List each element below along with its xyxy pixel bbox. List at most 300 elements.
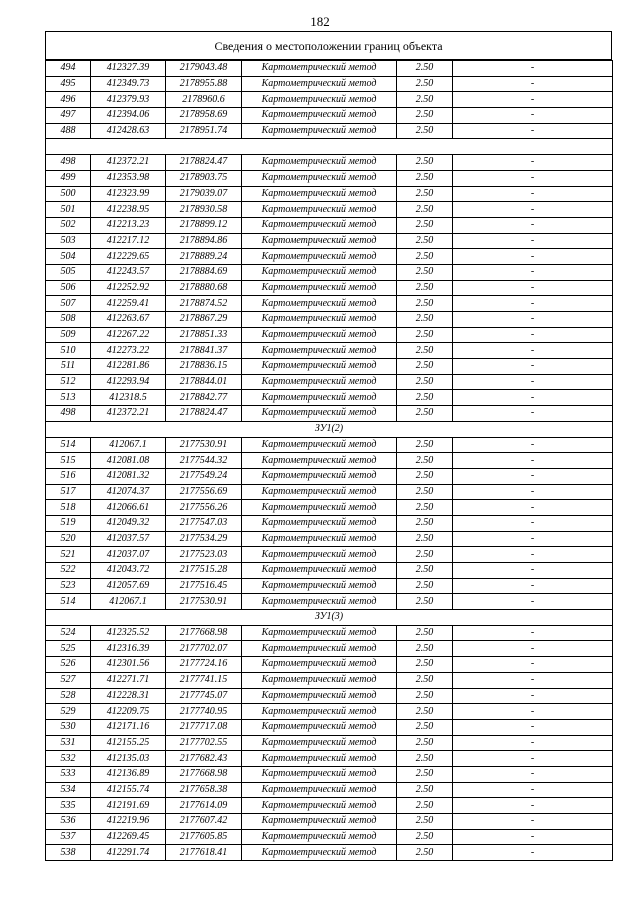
coord-x-cell: 412219.96 (91, 814, 166, 830)
method-cell: Картометрический метод (242, 155, 397, 171)
description-cell: - (453, 484, 613, 500)
table-row (46, 217, 613, 233)
table-row (46, 61, 613, 77)
accuracy-cell: 2.50 (397, 92, 453, 108)
accuracy-cell: 2.50 (397, 155, 453, 171)
description-cell: - (453, 829, 613, 845)
method-cell: Картометрический метод (242, 829, 397, 845)
description-cell: - (453, 719, 613, 735)
point-number-cell: 536 (46, 814, 91, 830)
coord-y-cell: 2178930.58 (166, 202, 242, 218)
method-cell: Картометрический метод (242, 359, 397, 375)
coord-x-cell: 412238.95 (91, 202, 166, 218)
coord-x-cell: 412379.93 (91, 92, 166, 108)
accuracy-cell: 2.50 (397, 186, 453, 202)
coord-x-cell: 412281.86 (91, 359, 166, 375)
coord-y-cell: 2177724.16 (166, 657, 242, 673)
method-cell: Картометрический метод (242, 782, 397, 798)
accuracy-cell: 2.50 (397, 453, 453, 469)
coord-x-cell: 412228.31 (91, 688, 166, 704)
method-cell: Картометрический метод (242, 217, 397, 233)
table-row (46, 327, 613, 343)
table-row (46, 406, 613, 422)
description-cell: - (453, 296, 613, 312)
accuracy-cell: 2.50 (397, 170, 453, 186)
coord-y-cell: 2177682.43 (166, 751, 242, 767)
method-cell: Картометрический метод (242, 500, 397, 516)
table-row (46, 390, 613, 406)
description-cell: - (453, 563, 613, 579)
coord-x-cell: 412273.22 (91, 343, 166, 359)
method-cell: Картометрический метод (242, 264, 397, 280)
table-row (46, 688, 613, 704)
coord-x-cell: 412263.67 (91, 312, 166, 328)
method-cell: Картометрический метод (242, 594, 397, 610)
point-number-cell: 501 (46, 202, 91, 218)
coord-x-cell: 412049.32 (91, 515, 166, 531)
coord-y-cell: 2177740.95 (166, 704, 242, 720)
coord-y-cell: 2179039.07 (166, 186, 242, 202)
point-number-cell: 508 (46, 312, 91, 328)
accuracy-cell: 2.50 (397, 249, 453, 265)
coord-x-cell: 412066.61 (91, 500, 166, 516)
table-row (46, 233, 613, 249)
coord-y-cell: 2177556.69 (166, 484, 242, 500)
coord-y-cell: 2177515.28 (166, 563, 242, 579)
description-cell: - (453, 76, 613, 92)
coord-x-cell: 412394.06 (91, 108, 166, 124)
point-number-cell: 507 (46, 296, 91, 312)
accuracy-cell: 2.50 (397, 845, 453, 861)
method-cell: Картометрический метод (242, 170, 397, 186)
table-row (46, 814, 613, 830)
coord-x-cell: 412067.1 (91, 594, 166, 610)
method-cell: Картометрический метод (242, 327, 397, 343)
description-cell: - (453, 202, 613, 218)
description-cell: - (453, 264, 613, 280)
description-cell: - (453, 312, 613, 328)
table-row (46, 563, 613, 579)
accuracy-cell: 2.50 (397, 782, 453, 798)
accuracy-cell: 2.50 (397, 264, 453, 280)
point-number-cell: 532 (46, 751, 91, 767)
coord-y-cell: 2178958.69 (166, 108, 242, 124)
coord-y-cell: 2177702.55 (166, 735, 242, 751)
point-number-cell: 499 (46, 170, 91, 186)
coord-y-cell: 2178824.47 (166, 155, 242, 171)
accuracy-cell: 2.50 (397, 76, 453, 92)
coord-x-cell: 412081.08 (91, 453, 166, 469)
method-cell: Картометрический метод (242, 233, 397, 249)
table-row (46, 735, 613, 751)
method-cell: Картометрический метод (242, 468, 397, 484)
accuracy-cell: 2.50 (397, 547, 453, 563)
table-row (46, 123, 613, 139)
description-cell: - (453, 657, 613, 673)
coord-y-cell: 2178903.75 (166, 170, 242, 186)
table-row (46, 92, 613, 108)
coord-y-cell: 2177741.15 (166, 672, 242, 688)
description-cell: - (453, 641, 613, 657)
accuracy-cell: 2.50 (397, 202, 453, 218)
method-cell: Картометрический метод (242, 186, 397, 202)
description-cell: - (453, 688, 613, 704)
coord-x-cell: 412293.94 (91, 374, 166, 390)
coord-x-cell: 412213.23 (91, 217, 166, 233)
coord-x-cell: 412291.74 (91, 845, 166, 861)
method-cell: Картометрический метод (242, 704, 397, 720)
table-row (46, 280, 613, 296)
coord-y-cell: 2178880.68 (166, 280, 242, 296)
description-cell: - (453, 92, 613, 108)
coord-y-cell: 2178836.15 (166, 359, 242, 375)
accuracy-cell: 2.50 (397, 312, 453, 328)
coord-x-cell: 412372.21 (91, 406, 166, 422)
coord-y-cell: 2178824.47 (166, 406, 242, 422)
coord-x-cell: 412057.69 (91, 578, 166, 594)
accuracy-cell: 2.50 (397, 61, 453, 77)
point-number-cell: 526 (46, 657, 91, 673)
coord-x-cell: 412323.99 (91, 186, 166, 202)
table-row (46, 751, 613, 767)
description-cell: - (453, 782, 613, 798)
table-row (46, 782, 613, 798)
coord-x-cell: 412136.89 (91, 766, 166, 782)
coord-x-cell: 412301.56 (91, 657, 166, 673)
table-row (46, 264, 613, 280)
coord-x-cell: 412243.57 (91, 264, 166, 280)
coord-y-cell: 2177717.08 (166, 719, 242, 735)
accuracy-cell: 2.50 (397, 751, 453, 767)
accuracy-cell: 2.50 (397, 766, 453, 782)
description-cell: - (453, 390, 613, 406)
point-number-cell: 515 (46, 453, 91, 469)
method-cell: Картометрический метод (242, 766, 397, 782)
description-cell: - (453, 170, 613, 186)
coord-x-cell: 412252.92 (91, 280, 166, 296)
coord-y-cell: 2178844.01 (166, 374, 242, 390)
accuracy-cell: 2.50 (397, 672, 453, 688)
method-cell: Картометрический метод (242, 672, 397, 688)
table-row (46, 719, 613, 735)
description-cell: - (453, 672, 613, 688)
point-number-cell: 509 (46, 327, 91, 343)
point-number-cell: 529 (46, 704, 91, 720)
accuracy-cell: 2.50 (397, 437, 453, 453)
group-row (46, 610, 613, 626)
table-row (46, 468, 613, 484)
method-cell: Картометрический метод (242, 719, 397, 735)
accuracy-cell: 2.50 (397, 327, 453, 343)
point-number-cell: 534 (46, 782, 91, 798)
table-row (46, 704, 613, 720)
description-cell: - (453, 594, 613, 610)
accuracy-cell: 2.50 (397, 625, 453, 641)
description-cell: - (453, 845, 613, 861)
method-cell: Картометрический метод (242, 123, 397, 139)
accuracy-cell: 2.50 (397, 578, 453, 594)
accuracy-cell: 2.50 (397, 688, 453, 704)
table-heading: Сведения о местоположении границ объекта (45, 31, 612, 60)
point-number-cell: 513 (46, 390, 91, 406)
coord-y-cell: 2177530.91 (166, 594, 242, 610)
point-number-cell: 495 (46, 76, 91, 92)
description-cell: - (453, 500, 613, 516)
coord-y-cell: 2177530.91 (166, 437, 242, 453)
point-number-cell: 502 (46, 217, 91, 233)
coord-x-cell: 412037.07 (91, 547, 166, 563)
method-cell: Картометрический метод (242, 76, 397, 92)
description-cell: - (453, 531, 613, 547)
description-cell: - (453, 217, 613, 233)
table-row (46, 343, 613, 359)
method-cell: Картометрический метод (242, 845, 397, 861)
description-cell: - (453, 704, 613, 720)
point-number-cell: 503 (46, 233, 91, 249)
coord-x-cell: 412269.45 (91, 829, 166, 845)
coord-y-cell: 2178842.77 (166, 390, 242, 406)
description-cell: - (453, 468, 613, 484)
description-cell: - (453, 735, 613, 751)
description-cell: - (453, 359, 613, 375)
coord-x-cell: 412327.39 (91, 61, 166, 77)
point-number-cell: 531 (46, 735, 91, 751)
accuracy-cell: 2.50 (397, 814, 453, 830)
method-cell: Картометрический метод (242, 657, 397, 673)
method-cell: Картометрический метод (242, 578, 397, 594)
group-row (46, 421, 613, 437)
method-cell: Картометрический метод (242, 515, 397, 531)
coord-y-cell: 2177547.03 (166, 515, 242, 531)
coord-y-cell: 2177668.98 (166, 625, 242, 641)
table-row (46, 484, 613, 500)
table-row (46, 437, 613, 453)
description-cell: - (453, 406, 613, 422)
table-row (46, 547, 613, 563)
point-number-cell: 511 (46, 359, 91, 375)
coord-x-cell: 412135.03 (91, 751, 166, 767)
table-row (46, 798, 613, 814)
description-cell: - (453, 233, 613, 249)
description-cell: - (453, 374, 613, 390)
point-number-cell: 518 (46, 500, 91, 516)
coord-x-cell: 412191.69 (91, 798, 166, 814)
coord-x-cell: 412271.71 (91, 672, 166, 688)
coord-y-cell: 2177702.07 (166, 641, 242, 657)
table-row (46, 829, 613, 845)
accuracy-cell: 2.50 (397, 735, 453, 751)
accuracy-cell: 2.50 (397, 390, 453, 406)
coord-y-cell: 2177523.03 (166, 547, 242, 563)
point-number-cell: 510 (46, 343, 91, 359)
coord-y-cell: 2177534.29 (166, 531, 242, 547)
point-number-cell: 522 (46, 563, 91, 579)
coord-x-cell: 412259.41 (91, 296, 166, 312)
coord-y-cell: 2177745.07 (166, 688, 242, 704)
coord-x-cell: 412155.74 (91, 782, 166, 798)
coord-x-cell: 412081.32 (91, 468, 166, 484)
point-number-cell: 497 (46, 108, 91, 124)
accuracy-cell: 2.50 (397, 531, 453, 547)
method-cell: Картометрический метод (242, 374, 397, 390)
coord-x-cell: 412037.57 (91, 531, 166, 547)
accuracy-cell: 2.50 (397, 515, 453, 531)
accuracy-cell: 2.50 (397, 798, 453, 814)
table-row (46, 108, 613, 124)
accuracy-cell: 2.50 (397, 359, 453, 375)
description-cell: - (453, 61, 613, 77)
method-cell: Картометрический метод (242, 343, 397, 359)
coord-y-cell: 2177614.09 (166, 798, 242, 814)
description-cell: - (453, 798, 613, 814)
method-cell: Картометрический метод (242, 92, 397, 108)
accuracy-cell: 2.50 (397, 500, 453, 516)
page-number: 182 (310, 14, 330, 29)
coord-x-cell: 412229.65 (91, 249, 166, 265)
accuracy-cell: 2.50 (397, 829, 453, 845)
method-cell: Картометрический метод (242, 735, 397, 751)
coord-y-cell: 2177544.32 (166, 453, 242, 469)
description-cell: - (453, 343, 613, 359)
table-row (46, 515, 613, 531)
method-cell: Картометрический метод (242, 390, 397, 406)
table-row (46, 500, 613, 516)
method-cell: Картометрический метод (242, 814, 397, 830)
coord-x-cell: 412067.1 (91, 437, 166, 453)
point-number-cell: 504 (46, 249, 91, 265)
table-row (46, 453, 613, 469)
table-row (46, 625, 613, 641)
method-cell: Картометрический метод (242, 688, 397, 704)
method-cell: Картометрический метод (242, 296, 397, 312)
point-number-cell: 517 (46, 484, 91, 500)
coordinates-table-body (46, 61, 613, 861)
table-row (46, 202, 613, 218)
table-row (46, 845, 613, 861)
table-row (46, 186, 613, 202)
coord-x-cell: 412171.16 (91, 719, 166, 735)
accuracy-cell: 2.50 (397, 484, 453, 500)
method-cell: Картометрический метод (242, 202, 397, 218)
point-number-cell: 498 (46, 406, 91, 422)
point-number-cell: 524 (46, 625, 91, 641)
table-row (46, 155, 613, 171)
accuracy-cell: 2.50 (397, 280, 453, 296)
accuracy-cell: 2.50 (397, 641, 453, 657)
coord-x-cell: 412217.12 (91, 233, 166, 249)
method-cell: Картометрический метод (242, 108, 397, 124)
point-number-cell: 498 (46, 155, 91, 171)
method-cell: Картометрический метод (242, 249, 397, 265)
method-cell: Картометрический метод (242, 798, 397, 814)
table-row (46, 170, 613, 186)
accuracy-cell: 2.50 (397, 468, 453, 484)
accuracy-cell: 2.50 (397, 343, 453, 359)
table-row (46, 76, 613, 92)
point-number-cell: 496 (46, 92, 91, 108)
method-cell: Картометрический метод (242, 563, 397, 579)
table-row (46, 359, 613, 375)
coord-x-cell: 412428.63 (91, 123, 166, 139)
method-cell: Картометрический метод (242, 625, 397, 641)
point-number-cell: 527 (46, 672, 91, 688)
coord-y-cell: 2178951.74 (166, 123, 242, 139)
method-cell: Картометрический метод (242, 406, 397, 422)
point-number-cell: 535 (46, 798, 91, 814)
method-cell: Картометрический метод (242, 437, 397, 453)
coord-y-cell: 2177618.41 (166, 845, 242, 861)
coord-x-cell: 412349.73 (91, 76, 166, 92)
point-number-cell: 537 (46, 829, 91, 845)
point-number-cell: 533 (46, 766, 91, 782)
point-number-cell: 525 (46, 641, 91, 657)
table-row (46, 641, 613, 657)
method-cell: Картометрический метод (242, 484, 397, 500)
accuracy-cell: 2.50 (397, 657, 453, 673)
coord-x-cell: 412267.22 (91, 327, 166, 343)
table-row (46, 249, 613, 265)
table-row (46, 578, 613, 594)
point-number-cell: 512 (46, 374, 91, 390)
coord-y-cell: 2177516.45 (166, 578, 242, 594)
coord-x-cell: 412353.98 (91, 170, 166, 186)
point-number-cell: 521 (46, 547, 91, 563)
accuracy-cell: 2.50 (397, 704, 453, 720)
coord-x-cell: 412318.5 (91, 390, 166, 406)
table-row (46, 296, 613, 312)
accuracy-cell: 2.50 (397, 563, 453, 579)
table-row (46, 531, 613, 547)
description-cell: - (453, 186, 613, 202)
method-cell: Картометрический метод (242, 751, 397, 767)
table-row (46, 594, 613, 610)
coord-x-cell: 412316.39 (91, 641, 166, 657)
description-cell: - (453, 515, 613, 531)
coordinates-table (45, 60, 613, 861)
accuracy-cell: 2.50 (397, 594, 453, 610)
coord-x-cell: 412074.37 (91, 484, 166, 500)
point-number-cell: 520 (46, 531, 91, 547)
point-number-cell: 519 (46, 515, 91, 531)
description-cell: - (453, 108, 613, 124)
method-cell: Картометрический метод (242, 531, 397, 547)
point-number-cell: 530 (46, 719, 91, 735)
coord-y-cell: 2177549.24 (166, 468, 242, 484)
coord-y-cell: 2177556.26 (166, 500, 242, 516)
coord-y-cell: 2178894.86 (166, 233, 242, 249)
point-number-cell: 494 (46, 61, 91, 77)
accuracy-cell: 2.50 (397, 108, 453, 124)
point-number-cell: 516 (46, 468, 91, 484)
coord-y-cell: 2178960.6 (166, 92, 242, 108)
coord-y-cell: 2177668.98 (166, 766, 242, 782)
blank-row (46, 139, 613, 155)
table-row (46, 312, 613, 328)
point-number-cell: 528 (46, 688, 91, 704)
accuracy-cell: 2.50 (397, 719, 453, 735)
table-row (46, 672, 613, 688)
group-label: ЗУ1(3) (46, 610, 613, 626)
description-cell: - (453, 814, 613, 830)
accuracy-cell: 2.50 (397, 217, 453, 233)
group-label: ЗУ1(2) (46, 421, 613, 437)
table-row (46, 374, 613, 390)
method-cell: Картометрический метод (242, 280, 397, 296)
coord-y-cell: 2179043.48 (166, 61, 242, 77)
coord-y-cell: 2177607.42 (166, 814, 242, 830)
point-number-cell: 514 (46, 437, 91, 453)
method-cell: Картометрический метод (242, 641, 397, 657)
